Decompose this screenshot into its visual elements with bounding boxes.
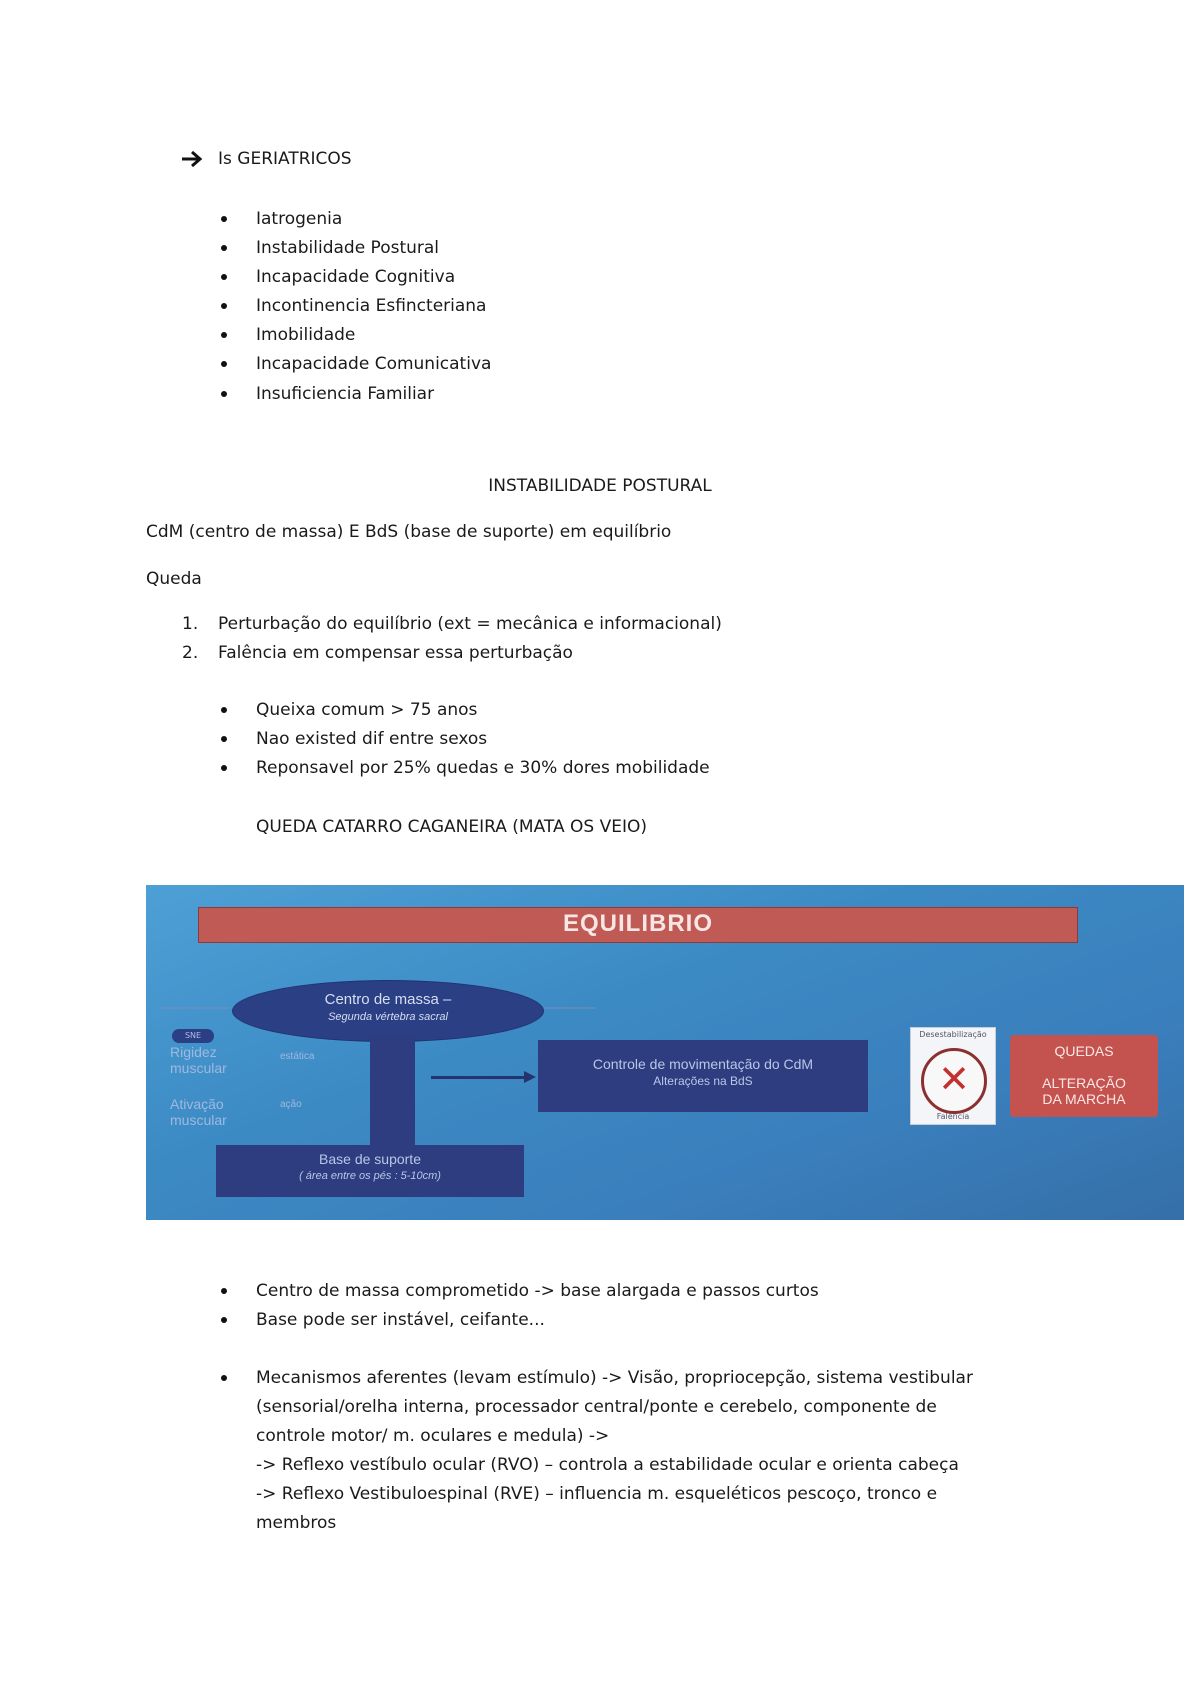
sne-pill: SNE bbox=[172, 1029, 214, 1043]
left-label-2-side: ação bbox=[280, 1099, 302, 1110]
list-item: Instabilidade Postural bbox=[256, 238, 440, 258]
bullet-icon bbox=[221, 1288, 227, 1294]
list-number: 2. bbox=[182, 643, 199, 663]
list-item: Perturbação do equilíbrio (ext = mecânica e informacional) bbox=[218, 614, 722, 634]
left-label-1b: muscular bbox=[170, 1060, 227, 1076]
slide-banner bbox=[198, 907, 1078, 943]
list-item: Incontinencia Esfincteriana bbox=[256, 296, 487, 316]
card-top-label: Desestabilização bbox=[919, 1030, 987, 1039]
arrow-right-icon bbox=[180, 150, 204, 168]
card-bottom-label: Falência bbox=[936, 1112, 970, 1121]
bullet-icon bbox=[221, 274, 227, 280]
bullet-icon bbox=[221, 332, 227, 338]
list-item: Incapacidade Comunicativa bbox=[256, 354, 492, 374]
bullet-icon bbox=[221, 303, 227, 309]
control-line-2: Alterações na BdS bbox=[653, 1074, 753, 1088]
list-item: Centro de massa comprometido -> base alargada e passos curtos bbox=[256, 1281, 819, 1301]
slide-vertical-bar bbox=[370, 1035, 415, 1157]
list-item: Nao existed dif entre sexos bbox=[256, 729, 488, 749]
list-number: 1. bbox=[182, 614, 199, 634]
equilibrio-slide-image bbox=[146, 885, 1184, 1220]
slide-arrow-shaft bbox=[431, 1076, 527, 1079]
list-item: Insuficiencia Familiar bbox=[256, 384, 435, 404]
slide-banner-title: EQUILIBRIO bbox=[562, 910, 713, 937]
ellipse-line-2: Segunda vértebra sacral bbox=[328, 1011, 448, 1023]
list-item: Queixa comum > 75 anos bbox=[256, 700, 478, 720]
mechanisms-line-4: -> Reflexo vestíbulo ocular (RVO) – controla a estabilidade ocular e orienta cabeça bbox=[256, 1455, 959, 1475]
slide-ghost-arrow bbox=[544, 1007, 596, 1009]
bullet-icon bbox=[221, 1375, 227, 1381]
bullet-icon bbox=[221, 361, 227, 367]
base-line-2: ( área entre os pés : 5-10cm) bbox=[299, 1170, 441, 1182]
control-line-1: Controle de movimentação do CdM bbox=[592, 1056, 814, 1072]
bullet-icon bbox=[221, 391, 227, 397]
list-item: Reponsavel por 25% quedas e 30% dores mobilidade bbox=[256, 758, 710, 778]
left-label-2b: muscular bbox=[170, 1112, 227, 1128]
heading-geriatricos: Is GERIATRICOS bbox=[218, 149, 352, 169]
cdm-line: CdM (centro de massa) E BdS (base de suporte) em equilíbrio bbox=[146, 522, 672, 542]
list-item: Incapacidade Cognitiva bbox=[256, 267, 456, 287]
base-line-1: Base de suporte bbox=[319, 1151, 421, 1167]
mechanisms-line-5: -> Reflexo Vestibuloespinal (RVE) – influencia m. esqueléticos pescoço, tronco e bbox=[256, 1484, 938, 1504]
x-circle-icon bbox=[921, 1048, 987, 1114]
list-item: Falência em compensar essa perturbação bbox=[218, 643, 573, 663]
failure-card bbox=[910, 1027, 996, 1125]
section-title: INSTABILIDADE POSTURAL bbox=[488, 476, 712, 496]
control-box bbox=[538, 1040, 868, 1112]
left-label-1a: Rigidez bbox=[170, 1044, 217, 1060]
left-label-2a: Ativação bbox=[170, 1096, 224, 1112]
bullet-icon bbox=[221, 736, 227, 742]
left-label-1-side: estática bbox=[280, 1051, 315, 1062]
slide-ghost-arrow bbox=[158, 1007, 230, 1009]
quedas-line-1: QUEDAS bbox=[1054, 1043, 1114, 1059]
queda-label: Queda bbox=[146, 569, 202, 589]
bullet-icon bbox=[221, 245, 227, 251]
mechanisms-line-2: (sensorial/orelha interna, processador central/ponte e cerebelo, componente de bbox=[256, 1397, 937, 1417]
center-of-mass-ellipse bbox=[232, 980, 544, 1042]
bullet-icon bbox=[221, 707, 227, 713]
ellipse-line-1: Centro de massa – bbox=[324, 991, 452, 1008]
mechanisms-line-3: controle motor/ m. oculares e medula) -> bbox=[256, 1426, 610, 1446]
bullet-icon bbox=[221, 1317, 227, 1323]
bullet-icon bbox=[221, 216, 227, 222]
mechanisms-line-1: Mecanismos aferentes (levam estímulo) -> Visão, propriocepção, sistema vestibular bbox=[256, 1368, 973, 1388]
quedas-box bbox=[1010, 1035, 1158, 1117]
list-item: Imobilidade bbox=[256, 325, 356, 345]
arrow-right-icon bbox=[524, 1071, 536, 1083]
mnemonic-line: QUEDA CATARRO CAGANEIRA (MATA OS VEIO) bbox=[256, 817, 647, 837]
close-icon: ✕ bbox=[938, 1057, 970, 1101]
bullet-icon bbox=[221, 765, 227, 771]
mechanisms-line-6: membros bbox=[256, 1513, 337, 1533]
list-item: Iatrogenia bbox=[256, 209, 343, 229]
quedas-line-3: DA MARCHA bbox=[1042, 1091, 1126, 1107]
list-item: Base pode ser instável, ceifante... bbox=[256, 1310, 545, 1330]
base-support-box bbox=[216, 1145, 524, 1197]
quedas-line-2: ALTERAÇÃO bbox=[1042, 1075, 1126, 1091]
